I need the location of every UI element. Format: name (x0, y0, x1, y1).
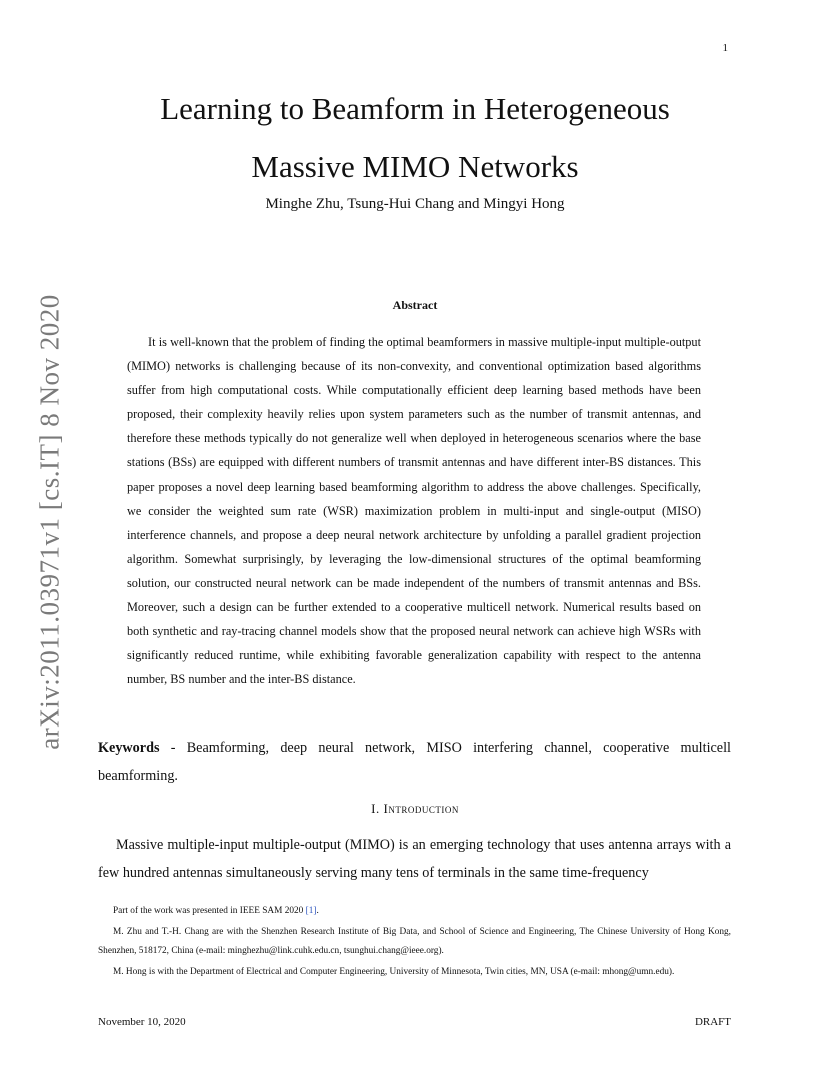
authors: Minghe Zhu, Tsung-Hui Chang and Mingyi Hong (265, 196, 565, 212)
abstract-heading: Abstract (392, 298, 438, 312)
footnote-1-end: . (316, 906, 319, 916)
footnote-1-text: Part of the work was presented in IEEE SAM 2020 (113, 906, 306, 916)
keywords (98, 734, 731, 790)
citation-link[interactable]: [1] (305, 906, 317, 916)
footer-status: DRAFT (694, 1016, 731, 1028)
footnote-3: M. Hong is with the Department of Electrical and Computer Engineering, University of Minnesota, Twin cities, MN, USA (e-mail: mhong@umn.edu). (113, 967, 675, 977)
footnote-1 (98, 902, 731, 921)
intro-text: Massive multiple-input multiple-output (MIMO) is an emerging technology that uses antenna arrays with a few hundred antennas simultaneously serving many tens of terminals in the same time-frequency (98, 837, 731, 881)
keywords-text: - Beamforming, deep neural network, MISO interfering channel, cooperative multicell beamforming. (98, 740, 731, 784)
footnotes (98, 902, 731, 984)
paper-title (100, 80, 730, 196)
section-title: Introduction (383, 801, 459, 816)
section-heading (100, 801, 730, 817)
footer-date: November 10, 2020 (98, 1016, 186, 1028)
section-number: I. (371, 801, 380, 816)
abstract-text: It is well-known that the problem of finding the optimal beamformers in massive multiple-input multiple-output (MIMO) networks is challenging because of its non-convexity, and conventional optimization based algorithms suffer from high computational costs. While computationally efficient deep learning based methods have been proposed, their complexity heavily relies upon system parameters such as the number of transmit antennas, and therefore these methods typically do not generalize well when deployed in heterogeneous scenarios where the base stations (BSs) are equipped with different numbers of transmit antennas and have different inter-BS distances. This paper proposes a novel deep learning based beamforming algorithm to address the above challenges. Specifically, we consider the weighted sum rate (WSR) maximization problem in multi-input and single-output (MISO) interference channels, and propose a deep neural network architecture by unfolding a parallel gradient projection algorithm. Somewhat surprisingly, by leveraging the low-dimensional structures of the optimal beamforming solution, our constructed neural network can be made independent of the numbers of transmit antennas and BSs. Moreover, such a design can be further extended to a cooperative multicell network. Numerical results based on both synthetic and ray-tracing channel models show that the proposed neural network can achieve high WSRs with significantly reduced runtime, while exhibiting favorable generalization capability with respect to the antenna number, BS number and the inter-BS distance. (127, 335, 701, 687)
page-number: 1 (722, 42, 728, 54)
arxiv-stamp[interactable]: arXiv:2011.03971v1 [cs.IT] 8 Nov 2020 (34, 294, 65, 750)
title-line-2: Massive MIMO Networks (251, 149, 579, 184)
title-line-1: Learning to Beamform in Heterogeneous (160, 91, 670, 126)
footnote-2: M. Zhu and T.-H. Chang are with the Shenzhen Research Institute of Big Data, and School of Science and Engineering, The Chinese University of Hong Kong, Shenzhen, 518172, China (e-mail: minghezhu@link.cuhk.edu.cn, tsunghui.chang@ieee.org). (98, 927, 731, 956)
keywords-label: Keywords (98, 740, 160, 756)
